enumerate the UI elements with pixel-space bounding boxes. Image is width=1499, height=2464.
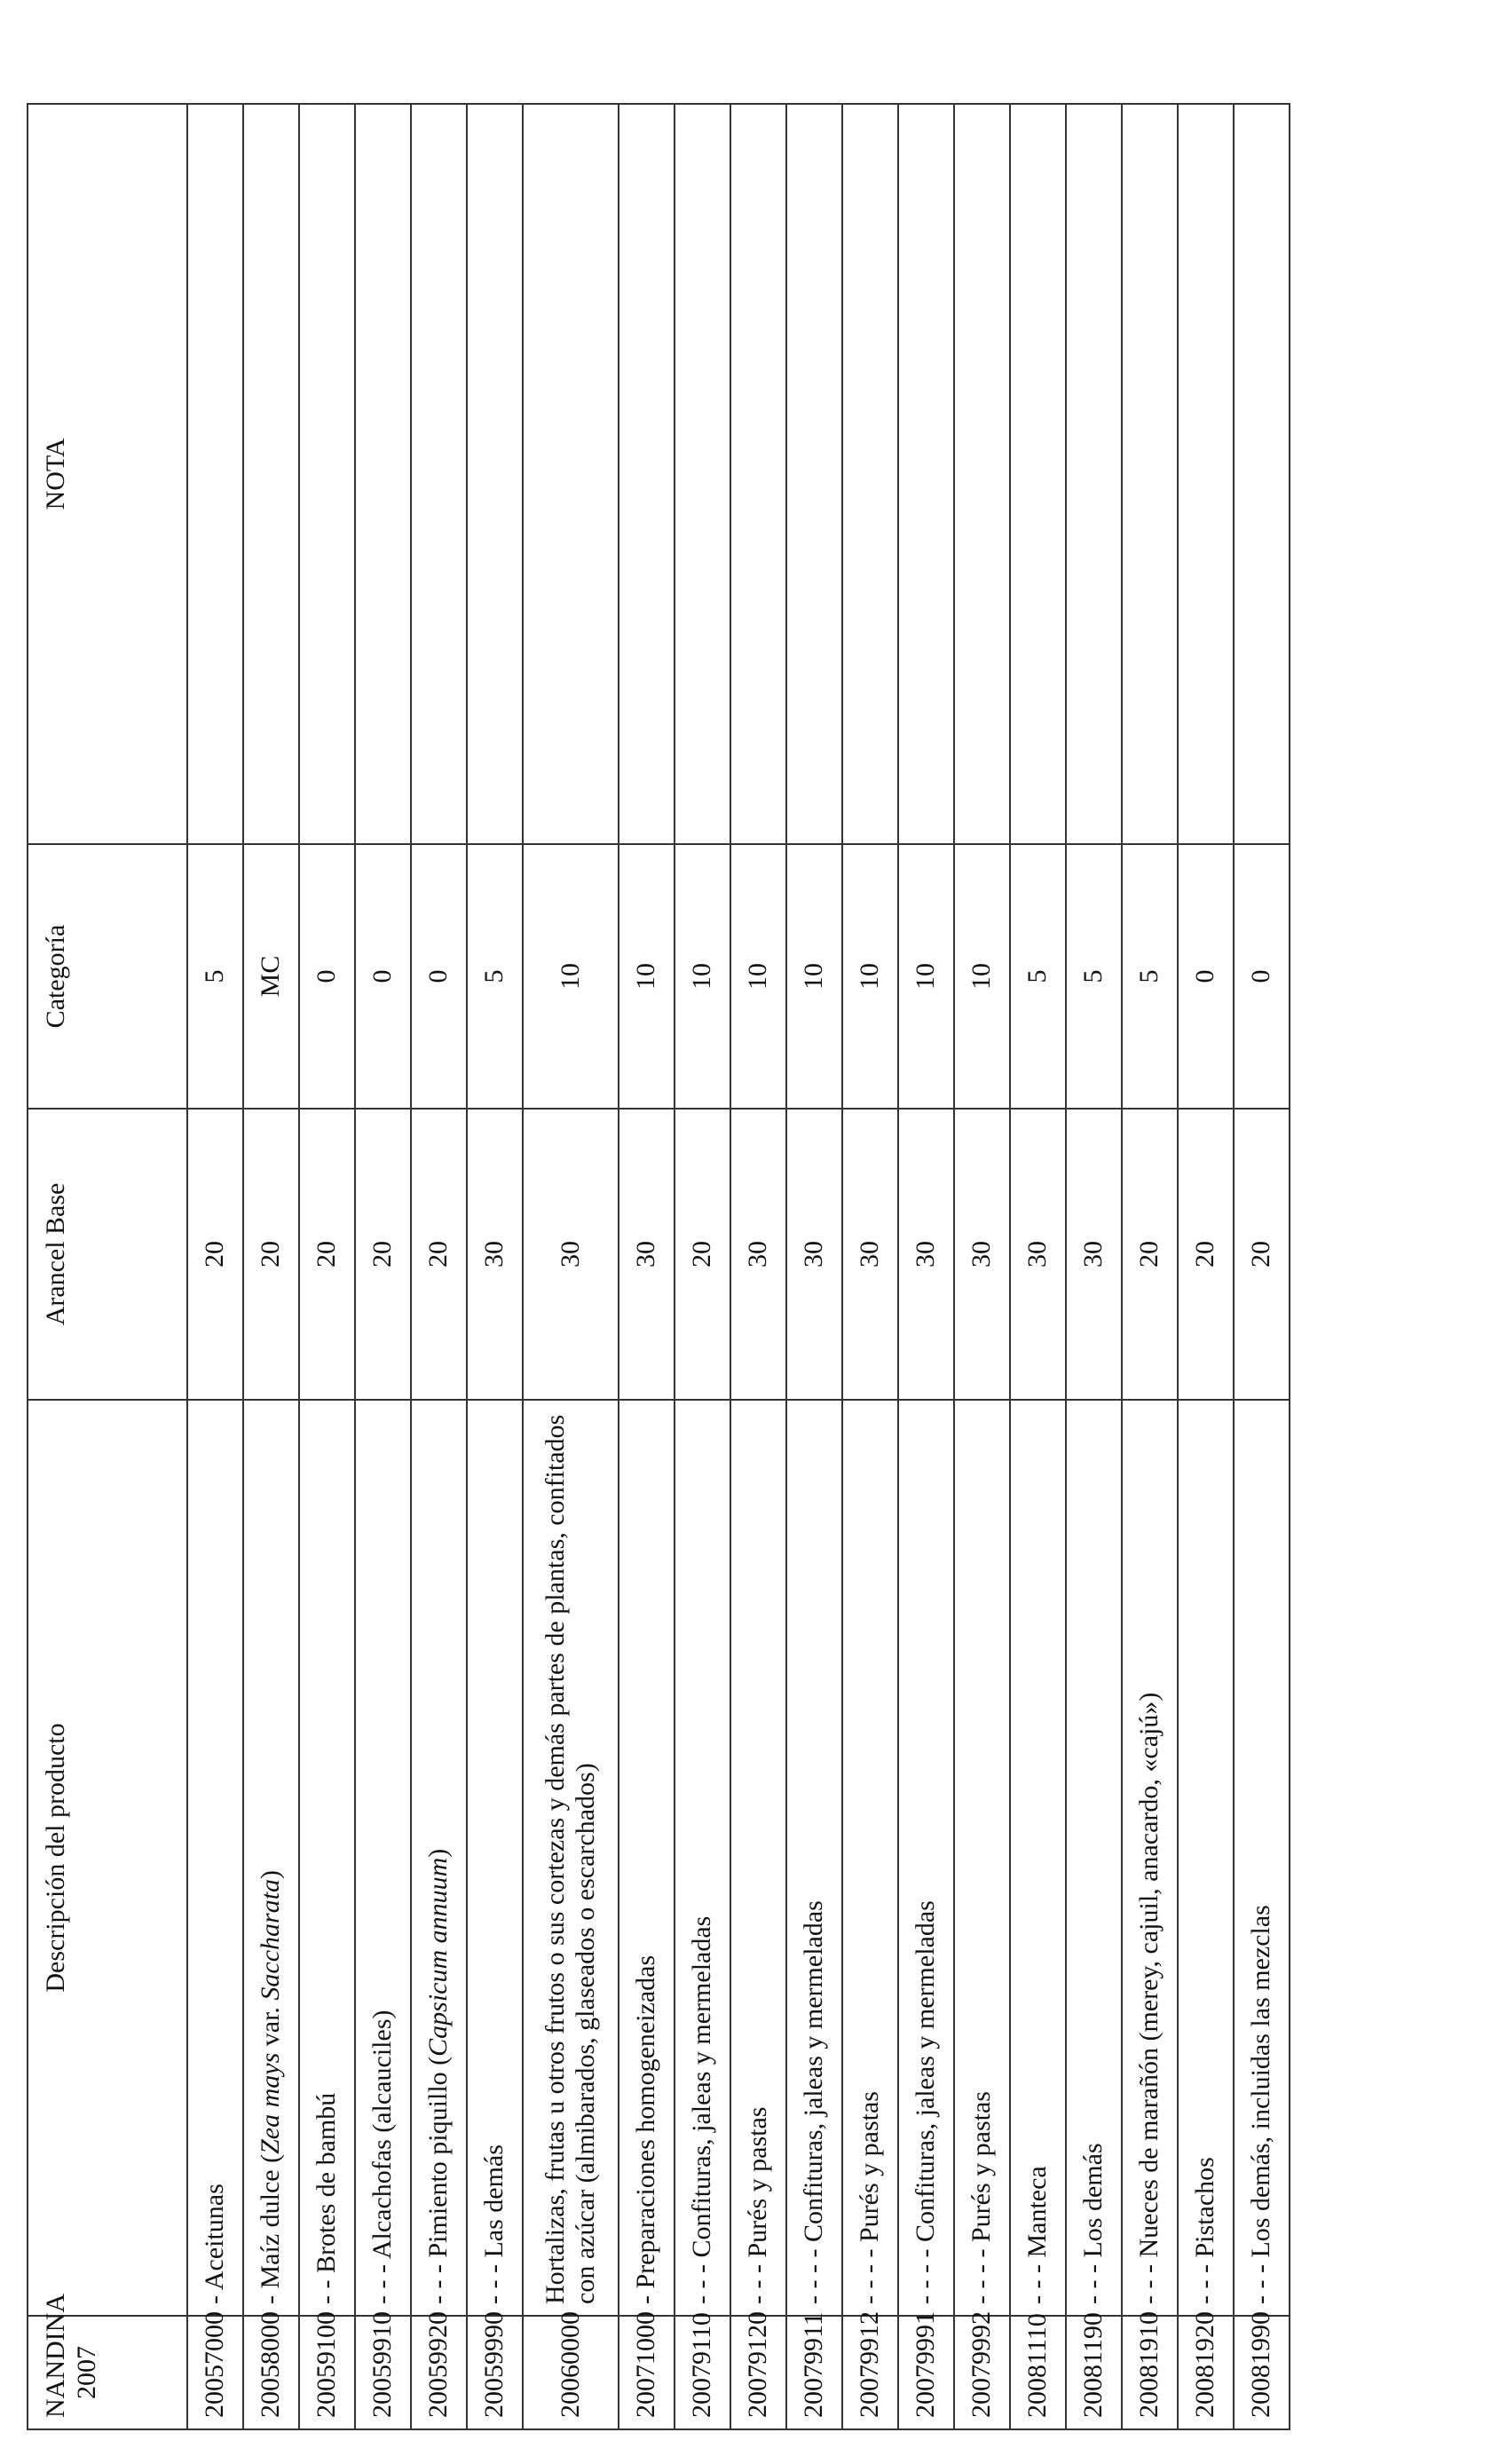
base-tariff: 30 bbox=[730, 1109, 786, 1400]
base-tariff: 30 bbox=[523, 1109, 619, 1400]
nota-cell bbox=[954, 104, 1010, 844]
nandina-code: 20081910 bbox=[1122, 2316, 1178, 2429]
category: 10 bbox=[954, 844, 1010, 1109]
table-row bbox=[675, 104, 730, 2429]
category: 5 bbox=[187, 844, 243, 1109]
nandina-code: 20081920 bbox=[1178, 2316, 1234, 2429]
table-row bbox=[786, 104, 842, 2429]
product-description: - - Brotes de bambú bbox=[299, 1400, 355, 2316]
table-row bbox=[1066, 104, 1122, 2429]
base-tariff: 30 bbox=[467, 1109, 523, 1400]
nota-cell bbox=[187, 104, 243, 844]
nota-cell bbox=[1178, 104, 1234, 844]
base-tariff: 30 bbox=[898, 1109, 954, 1400]
product-description: - - - - Confituras, jaleas y mermeladas bbox=[786, 1400, 842, 2316]
nota-cell bbox=[411, 104, 467, 844]
base-tariff: 30 bbox=[1066, 1109, 1122, 1400]
header-code-line1: NANDINA bbox=[41, 2294, 70, 2418]
table-row bbox=[467, 104, 523, 2429]
table-row bbox=[730, 104, 786, 2429]
product-description: - - - Las demás bbox=[467, 1400, 523, 2316]
category: 0 bbox=[299, 844, 355, 1109]
product-description: - - - Los demás bbox=[1066, 1400, 1122, 2316]
nandina-code: 20079120 bbox=[730, 2316, 786, 2429]
table-body bbox=[187, 104, 1290, 2429]
nandina-code: 20059100 bbox=[299, 2316, 355, 2429]
category: 10 bbox=[786, 844, 842, 1109]
base-tariff: 20 bbox=[299, 1109, 355, 1400]
nota-cell bbox=[1010, 104, 1066, 844]
category: 10 bbox=[523, 844, 619, 1109]
table-row bbox=[355, 104, 411, 2429]
table-row bbox=[1234, 104, 1290, 2429]
nota-cell bbox=[299, 104, 355, 844]
header-row bbox=[28, 104, 187, 2429]
category: 0 bbox=[355, 844, 411, 1109]
nandina-code: 20058000 bbox=[243, 2316, 299, 2429]
base-tariff: 30 bbox=[1010, 1109, 1066, 1400]
base-tariff: 30 bbox=[842, 1109, 898, 1400]
table-row bbox=[842, 104, 898, 2429]
category: 10 bbox=[730, 844, 786, 1109]
product-description: - - - Alcachofas (alcauciles) bbox=[355, 1400, 411, 2316]
nandina-code: 20059910 bbox=[355, 2316, 411, 2429]
nota-cell bbox=[1234, 104, 1290, 844]
base-tariff: 30 bbox=[954, 1109, 1010, 1400]
product-description: Hortalizas, frutas u otros frutos o sus cortezas y demás partes de plantas, confitados con azúcar (almibarados, glaseados o escarchados) bbox=[523, 1400, 619, 2316]
nandina-code: 20081110 bbox=[1010, 2316, 1066, 2429]
product-description: - Preparaciones homogeneizadas bbox=[619, 1400, 675, 2316]
table-row bbox=[954, 104, 1010, 2429]
base-tariff: 30 bbox=[619, 1109, 675, 1400]
header-code-line2: 2007 bbox=[71, 2346, 101, 2399]
nota-cell bbox=[523, 104, 619, 844]
base-tariff: 20 bbox=[187, 1109, 243, 1400]
table-row bbox=[898, 104, 954, 2429]
base-tariff: 30 bbox=[786, 1109, 842, 1400]
category: 0 bbox=[1234, 844, 1290, 1109]
category: 10 bbox=[675, 844, 730, 1109]
nandina-code: 20079992 bbox=[954, 2316, 1010, 2429]
base-tariff: 20 bbox=[1122, 1109, 1178, 1400]
nota-cell bbox=[786, 104, 842, 844]
category: 0 bbox=[411, 844, 467, 1109]
product-description: - - - - Purés y pastas bbox=[954, 1400, 1010, 2316]
nandina-code: 20071000 bbox=[619, 2316, 675, 2429]
nota-cell bbox=[243, 104, 299, 844]
category: 5 bbox=[1122, 844, 1178, 1109]
nandina-code: 20079110 bbox=[675, 2316, 730, 2429]
category: 5 bbox=[1066, 844, 1122, 1109]
nota-cell bbox=[1122, 104, 1178, 844]
base-tariff: 20 bbox=[411, 1109, 467, 1400]
nandina-code: 20081990 bbox=[1234, 2316, 1290, 2429]
base-tariff: 20 bbox=[1178, 1109, 1234, 1400]
table-row bbox=[1010, 104, 1066, 2429]
base-tariff: 20 bbox=[243, 1109, 299, 1400]
product-description: - - - - Purés y pastas bbox=[842, 1400, 898, 2316]
table-row bbox=[243, 104, 299, 2429]
product-description: - - - Pistachos bbox=[1178, 1400, 1234, 2316]
nota-cell bbox=[1066, 104, 1122, 844]
nota-cell bbox=[842, 104, 898, 844]
product-description: - - - Nueces de marañón (merey, cajuil, anacardo, «cajú») bbox=[1122, 1400, 1178, 2316]
table-row bbox=[619, 104, 675, 2429]
product-description: - Maíz dulce (Zea mays var. Saccharata) bbox=[243, 1400, 299, 2316]
category: 0 bbox=[1178, 844, 1234, 1109]
category: 5 bbox=[1010, 844, 1066, 1109]
category: 10 bbox=[898, 844, 954, 1109]
nota-cell bbox=[730, 104, 786, 844]
category: 5 bbox=[467, 844, 523, 1109]
header-code bbox=[28, 2294, 187, 2429]
nota-cell bbox=[898, 104, 954, 844]
table-row bbox=[411, 104, 467, 2429]
header-description: Descripción del producto bbox=[28, 1400, 187, 2316]
product-description: - - - Pimiento piquillo (Capsicum annuum) bbox=[411, 1400, 467, 2316]
product-description: - - - Los demás, incluidas las mezclas bbox=[1234, 1400, 1290, 2316]
product-description: - - - Purés y pastas bbox=[730, 1400, 786, 2316]
nandina-code: 20057000 bbox=[187, 2316, 243, 2429]
tariff-table bbox=[27, 103, 1290, 2430]
table-row bbox=[523, 104, 619, 2429]
table-row bbox=[1178, 104, 1234, 2429]
nota-cell bbox=[355, 104, 411, 844]
table-row bbox=[1122, 104, 1178, 2429]
product-description: - Aceitunas bbox=[187, 1400, 243, 2316]
category: MC bbox=[243, 844, 299, 1109]
table-row bbox=[187, 104, 243, 2429]
base-tariff: 20 bbox=[355, 1109, 411, 1400]
nota-cell bbox=[675, 104, 730, 844]
header-base: Arancel Base bbox=[28, 1109, 187, 1400]
base-tariff: 20 bbox=[675, 1109, 730, 1400]
nandina-code: 20079912 bbox=[842, 2316, 898, 2429]
nandina-code: 20059920 bbox=[411, 2316, 467, 2429]
base-tariff: 20 bbox=[1234, 1109, 1290, 1400]
rotated-page bbox=[27, 105, 1276, 2430]
nandina-code: 20081190 bbox=[1066, 2316, 1122, 2429]
nandina-code: 20079991 bbox=[898, 2316, 954, 2429]
nandina-code: 20059990 bbox=[467, 2316, 523, 2429]
nota-cell bbox=[467, 104, 523, 844]
table-row bbox=[299, 104, 355, 2429]
product-description: - - - - Confituras, jaleas y mermeladas bbox=[898, 1400, 954, 2316]
category: 10 bbox=[619, 844, 675, 1109]
nandina-code: 20060000 bbox=[523, 2316, 619, 2429]
nandina-code: 20079911 bbox=[786, 2316, 842, 2429]
header-category: Categoría bbox=[28, 844, 187, 1109]
nota-cell bbox=[619, 104, 675, 844]
header-nota: NOTA bbox=[28, 104, 187, 844]
product-description: - - - Manteca bbox=[1010, 1400, 1066, 2316]
category: 10 bbox=[842, 844, 898, 1109]
product-description: - - - Confituras, jaleas y mermeladas bbox=[675, 1400, 730, 2316]
